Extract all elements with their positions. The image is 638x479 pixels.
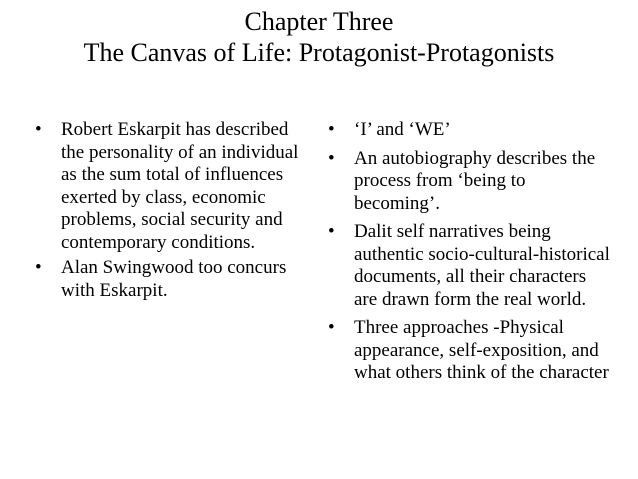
title-line-chapter: Chapter Three — [244, 7, 394, 36]
list-item-text: Robert Eskarpit has described the personality of an individual as the sum total of influences exerted by class, economic problems, social security and contemporary conditions. — [61, 119, 299, 253]
list-item — [35, 119, 305, 254]
right-bullet-list — [328, 119, 610, 391]
left-bullet-list — [35, 119, 305, 305]
bullet-icon: • — [35, 257, 42, 278]
bullet-icon: • — [328, 317, 335, 338]
bullet-icon: • — [328, 119, 335, 140]
list-item — [328, 221, 610, 311]
bullet-icon: • — [328, 221, 335, 242]
list-item — [35, 257, 305, 302]
bullet-icon: • — [328, 147, 335, 169]
list-item-text: Three approaches -Physical appearance, self-exposition, and what others think of the character — [354, 317, 609, 383]
list-item-text: ‘I’ and ‘WE’ — [354, 119, 451, 140]
list-item-text: Alan Swingwood too concurs with Eskarpit. — [61, 257, 287, 301]
list-item — [328, 148, 610, 216]
list-item — [328, 317, 610, 385]
slide-title — [0, 6, 638, 68]
bullet-icon: • — [35, 119, 42, 140]
list-item — [328, 119, 610, 142]
list-item-text: An autobiography describes the process from ‘being to becoming’. — [354, 147, 596, 214]
list-item-text: Dalit self narratives being authentic socio-cultural-historical documents, all their characters are drawn form the real world. — [354, 221, 610, 310]
title-line-subtitle: The Canvas of Life: Protagonist-Protagonists — [83, 38, 555, 67]
